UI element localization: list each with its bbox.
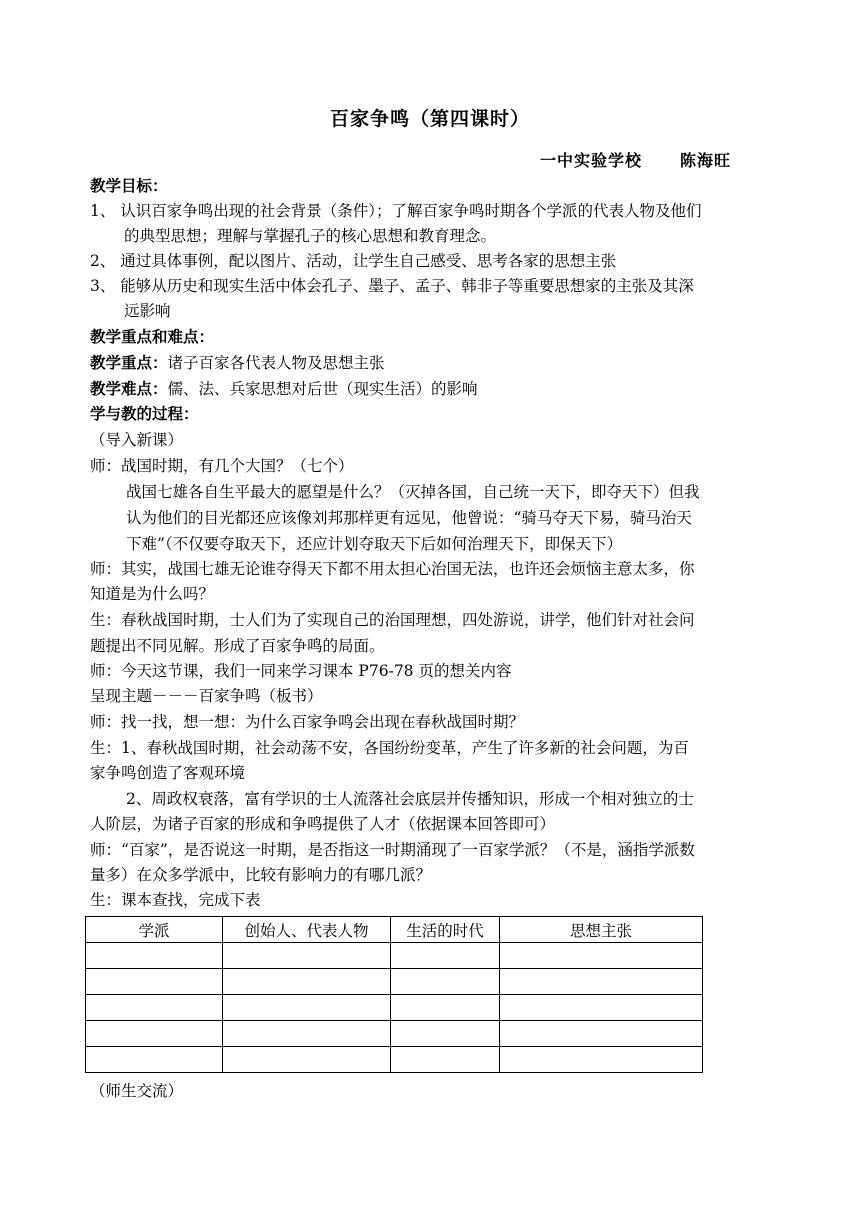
objective-3-line-1: 3、 能够从历史和现实生活中体会孔子、墨子、孟子、韩非子等重要思想家的主张及其深 xyxy=(90,277,694,295)
key-point-label: 教学重点： xyxy=(90,354,168,372)
table-cell xyxy=(86,1047,223,1073)
paragraph-line: （导入新课） xyxy=(90,431,184,449)
table-cell xyxy=(500,1021,703,1047)
table-cell xyxy=(223,1021,391,1047)
paragraph-line: 师：“百家”，是否说这一时期，是否指这一时期涌现了一百家学派？（不是，涵指学派数 xyxy=(90,841,695,859)
table-cell xyxy=(86,943,223,969)
table-cell xyxy=(391,969,500,995)
paragraph-line: 师：今天这节课，我们一同来学习课本 P76-78 页的想关内容 xyxy=(90,662,512,680)
paragraph-line: 题提出不同见解。形成了百家争鸣的局面。 xyxy=(90,637,385,655)
paragraph-line: 量多）在众多学派中，比较有影响力的有哪几派？ xyxy=(90,866,432,884)
objective-1-line-1: 1、 认识百家争鸣出现的社会背景（条件）；了解百家争鸣时期各个学派的代表人物及他们 xyxy=(90,202,702,220)
table-row xyxy=(86,1021,703,1047)
key-point xyxy=(90,350,385,376)
paragraph-line: 人阶层，为诸子百家的形成和争鸣提供了人才（依据课本回答即可） xyxy=(90,815,556,833)
objective-1-line-2: 的典型思想；理解与掌握孔子的核心思想和教育理念。 xyxy=(124,227,497,245)
table-cell xyxy=(391,995,500,1021)
paragraph-line: 战国七雄各自生平最大的愿望是什么？（灭掉各国，自己统一天下，即夺天下）但我 xyxy=(126,483,700,501)
author-line xyxy=(540,148,731,171)
paragraph-line: 下难”（不仅要夺取天下，还应计划夺取天下后如何治理天下，即保天下） xyxy=(126,535,623,553)
table-row xyxy=(86,1047,703,1073)
key-difficulty-heading: 教学重点和难点： xyxy=(90,328,215,346)
paragraph-line: 生：1、春秋战国时期，社会动荡不安，各国纷纷变革，产生了许多新的社会问题，为百 xyxy=(90,739,689,757)
table-cell xyxy=(500,1047,703,1073)
page-title: 百家争鸣（第四课时） xyxy=(329,108,530,130)
table-cell xyxy=(500,943,703,969)
difficulty-text: 儒、法、兵家思想对后世（现实生活）的影响 xyxy=(167,380,478,398)
table-header-cell: 学派 xyxy=(86,917,223,943)
table-cell xyxy=(500,969,703,995)
table-row xyxy=(86,943,703,969)
paragraph-line: 认为他们的目光都还应该像刘邦那样更有远见，他曾说：“骑马夺天下易，骑马治天 xyxy=(126,509,692,527)
table-row xyxy=(86,969,703,995)
school-name: 一中实验学校 xyxy=(540,151,643,170)
table-row xyxy=(86,995,703,1021)
table-cell xyxy=(86,995,223,1021)
table-cell xyxy=(223,969,391,995)
table-header-row xyxy=(86,917,703,943)
objective-2: 2、 通过具体事例，配以图片、活动，让学生自己感受、思考各家的思想主张 xyxy=(90,252,617,270)
paragraph-line: 呈现主题－－－百家争鸣（板书） xyxy=(90,687,323,705)
process-heading: 学与教的过程： xyxy=(90,405,199,423)
paragraph-line: 生：春秋战国时期，士人们为了实现自己的治国理想，四处游说，讲学，他们针对社会问 xyxy=(90,611,695,629)
table-cell xyxy=(391,943,500,969)
table-header-cell: 思想主张 xyxy=(500,917,703,943)
closing-note: （师生交流） xyxy=(90,1082,184,1100)
table-cell xyxy=(86,969,223,995)
objectives-heading: 教学目标： xyxy=(90,177,168,195)
table-cell xyxy=(86,1021,223,1047)
table-header-cell: 生活的时代 xyxy=(391,917,500,943)
difficulty-label: 教学难点： xyxy=(90,380,168,398)
table-cell xyxy=(223,995,391,1021)
table-header-cell: 创始人、代表人物 xyxy=(223,917,391,943)
table-cell xyxy=(391,1021,500,1047)
author-name: 陈海旺 xyxy=(680,151,732,170)
paragraph-line: 生：课本查找，完成下表 xyxy=(90,891,261,909)
school-of-thought-table xyxy=(85,916,703,1073)
difficulty xyxy=(90,376,478,402)
table-cell xyxy=(500,995,703,1021)
objective-3-line-2: 远影响 xyxy=(124,302,171,320)
paragraph-line: 师：其实，战国七雄无论谁夺得天下都不用太担心治国无法，也许还会烦恼主意太多，你 xyxy=(90,560,695,578)
paragraph-line: 知道是为什么吗？ xyxy=(90,585,215,603)
paragraph-line: 师：战国时期，有几个大国？（七个） xyxy=(90,457,354,475)
paragraph-line: 2、周政权衰落，富有学识的士人流落社会底层并传播知识，形成一个相对独立的士 xyxy=(126,790,694,808)
table-cell xyxy=(223,943,391,969)
table-cell xyxy=(391,1047,500,1073)
paragraph-line: 师：找一找，想一想：为什么百家争鸣会出现在春秋战国时期？ xyxy=(90,713,525,731)
table-cell xyxy=(223,1047,391,1073)
key-point-text: 诸子百家各代表人物及思想主张 xyxy=(167,354,385,372)
paragraph-line: 家争鸣创造了客观环境 xyxy=(90,764,246,782)
